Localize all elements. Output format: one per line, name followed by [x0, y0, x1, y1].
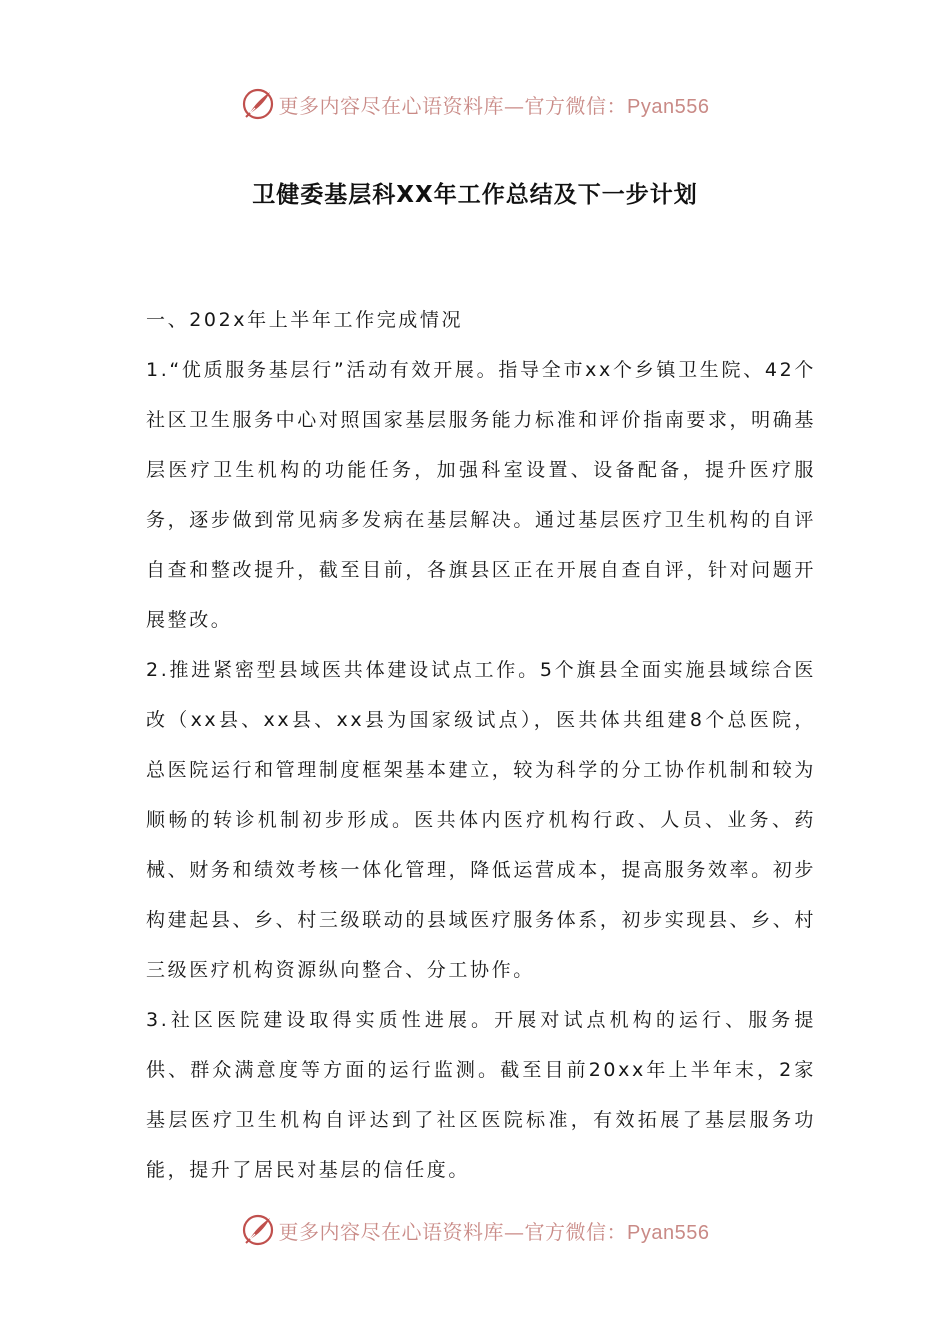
watermark-banner-bottom	[0, 1210, 950, 1250]
paragraph-1: 1.“优质服务基层行”活动有效开展。指导全市xx个乡镇卫生院、42个社区卫生服务中心对照国家基层服务能力标准和评价指南要求，明确基层医疗卫生机构的功能任务，加强科室设置、设备配备，提升医疗服务，逐步做到常见病多发病在基层解决。通过基层医疗卫生机构的自评自查和整改提升，截至目前，各旗县区正在开展自查自评，针对问题开展整改。	[146, 359, 816, 631]
paragraph-3: 3.社区医院建设取得实质性进展。开展对试点机构的运行、服务提供、群众满意度等方面的运行监测。截至目前20xx年上半年末，2家基层医疗卫生机构自评达到了社区医院标准，有效拓展了基层服务功能，提升了居民对基层的信任度。	[146, 1009, 816, 1181]
document-title: 卫健委基层科XX年工作总结及下一步计划	[252, 182, 698, 208]
document-body	[146, 295, 816, 1195]
quill-pen-icon	[241, 87, 275, 121]
quill-pen-icon	[241, 1213, 275, 1247]
watermark-text: 更多内容尽在心语资料库—官方微信：Pyan556	[278, 1219, 710, 1244]
wechat-id: Pyan556	[627, 1221, 710, 1244]
watermark-banner-top	[0, 84, 950, 124]
paragraph-2: 2.推进紧密型县域医共体建设试点工作。5个旗县全面实施县域综合医改（xx县、xx县、xx县为国家级试点），医共体共组建8个总医院，总医院运行和管理制度框架基本建立，较为科学的分工协作机制和较为顺畅的转诊机制初步形成。医共体内医疗机构行政、人员、业务、药械、财务和绩效考核一体化管理，降低运营成本，提高服务效率。初步构建起县、乡、村三级联动的县域医疗服务体系，初步实现县、乡、村三级医疗机构资源纵向整合、分工协作。	[146, 659, 816, 981]
watermark-text: 更多内容尽在心语资料库—官方微信：Pyan556	[278, 93, 710, 118]
wechat-id: Pyan556	[627, 95, 710, 118]
section-heading: 一、202x年上半年工作完成情况	[146, 309, 464, 331]
